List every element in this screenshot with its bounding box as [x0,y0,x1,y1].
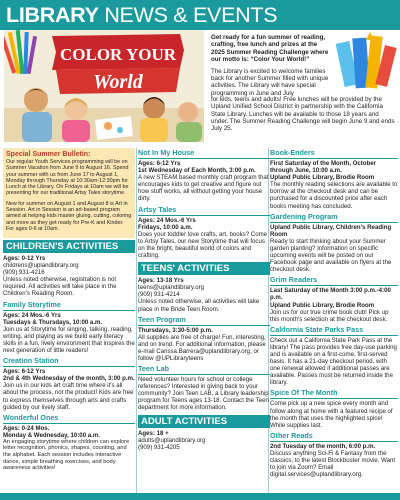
creation-station-desc: Join us in our kids art craft time where it's all about the process, not the product! Kids are free to express themselves through arts and crafts guided by our lively staff. [3,382,134,411]
adult-ages: Ages: 18 + [138,429,169,437]
bulletin-paragraph: New for summer on August 1 and August 8 is Art in Session. Art in Session is an art-based program aimed at helping kids master gluing, cutting, coloring and more as they get ready for Pre-K and Kinder. For ages 0-6 at 10am. [6,200,132,232]
grim-readers-when: Last Saturday of the Month 3:00 p.m.-4:00 p.m. [270,287,391,302]
intro-continued: for kids, teens and adults! Free lunches will be provided by the Upland Unified School District in partnership with the California State Library. Lunches will be available to those 18 years and under. The Summer Reading Challenge will begin June 9 and ends July 25. [211,96,395,133]
column-middle [138,148,270,451]
childrens-activities-heading: CHILDREN'S ACTIVITIES [3,240,135,253]
adult-phone: (909) 931-4205 [138,443,180,451]
state-parks-pass-title: California State Parks Pass [270,325,398,336]
teens-note: Unless noted otherwise, all activities will take place in the Bride Teen Room. [138,298,260,313]
gardening-program-where: Upland Public Library, Children's Reading Room [270,223,392,238]
books-icon [336,32,398,96]
intro-block [211,34,331,97]
teen-program-when: Thursdays, 3:30-5:00 p.m. [138,326,213,334]
teens-ages: Ages: 13-18 Yrs [138,277,184,285]
spice-of-the-month-title: Spice Of The Month [270,388,398,399]
intro-body: The Library is excited to welcome families back for another Summer filled with unique activities. The Library will have special programming in June and July [211,67,329,97]
masthead [0,0,400,30]
not-in-my-house-title: Not In My House [138,148,270,159]
creation-station-when: 2nd & 4th Wednesday of the month, 3:00 p.m. [3,375,135,383]
book-enders-where: Upland Public Library, Brodie Room [270,174,375,182]
childrens-note: Unless noted otherwise, registration is not required. All activities will take place in the Children's Reading Room. [3,276,117,298]
children-coloring-illustration [4,30,204,142]
title-library: LIBRARY [6,3,99,27]
childrens-email[interactable]: childrens@uplandlibrary.org [3,262,79,270]
bulletin-paragraph: Our regular Youth Services programming will be on Summer Vacation from June 9 to August 16. Spend your summer with us from June 17 to August 1, Monday through Thursday at 10:30am-12:30pm for Lunch at the Library. On Fridays at 10am we will be presenting for our traditional Artsy Tales storytime. [6,159,129,197]
column-divider [136,148,137,493]
family-storytime-desc: Join us at Storytime for singing, talking, reading, writing, and playing as we build early literacy skills in a fun, lively environment that inspires the next generation of little readers! [3,325,135,355]
book-enders-when: First Saturday of the Month, October through June, 10:00 a.m. [270,160,376,175]
teen-program-title: Teen Program [138,315,270,326]
childrens-phone: (909) 931-4216 [3,269,45,277]
intro-lead: Get ready for a fun summer of reading, crafting, free lunch and prizes at the 2025 Summer Reading Challenge where our motto is: “Color Your World!” [211,34,329,64]
teens-phone: (909) 931-4214 [138,291,180,299]
artsy-tales-title: Artsy Tales [138,205,270,216]
grim-readers-title: Grim Readers [270,275,398,286]
childrens-ages: Ages: 0-12 Yrs [3,255,46,262]
book-enders-desc: The monthly reading selections are available to borrow at the checkout desk and can be purchased for a discounted price after each books meeting has concluded. [270,181,398,210]
not-in-my-house-desc: A new STEAM based monthly craft program that encourages kids to get creative and figure out how stuff works, all without getting your house dirty. [138,174,269,203]
state-parks-pass-desc: Check out a California State Park Pass at the library! The pass provides free day-use parking and is available on a first-come, first-served basis. It has a 21-day checkout period, with one renewal allowed if additional passes are available. Passes must be returned inside the library. [270,336,397,387]
gardening-program-desc: Ready to start thinking about your Summer garden planting? Information on specific upcoming events will be posted on our Facebook page and available on flyers at the checkout desk. [270,237,392,274]
family-storytime-when: Tuesdays & Thursdays, 10:00 a.m. [3,318,103,326]
grim-readers-where: Upland Public Library, Brodie Room [270,301,375,309]
grim-readers-desc: Join us for our true crime book club! Pick up this month's selection at the checkout desk. [270,308,389,323]
wonderful-ones-desc: An engaging storytime where children can explore letter recognition, phonics, shapes, counting, and the alphabet. Each session includes interactive dance, simple breathing exercises, and body awareness activities! [3,438,130,472]
teen-lab-desc: Need volunteer hours for school or college references? Interested in giving back to your community? Join Teen LAB, a Library leadership program for Teens ages 13-18. Contact the Teen department for more information. [138,376,269,412]
wonderful-ones-ages: Ages: 0-24 Mos. [3,424,50,432]
title-news-events: NEWS & EVENTS [98,3,278,27]
other-reads-desc: Discuss anything Sci-Fi & Fantasy from the classics, to the latest Blockbuster movie. Want to join via Zoom? Email digital.services@uplandlibrary.org. [270,449,396,479]
adult-email[interactable]: adults@uplandlibrary.org [138,436,206,444]
family-storytime-ages: Ages: 24 Mos.-6 Yrs [3,311,61,319]
creation-station-title: Creation Station [3,356,135,367]
wonderful-ones-title: Wonderful Ones [3,413,135,424]
teen-program-desc: All supplies are free of charge! Fun, interesting, and on trend. For additional information, please e-mail Carissa.Barrera@uplandlibrary.org, or follow @UPLibraryteens [138,333,266,362]
creation-station-ages: Ages: 6-12 Yrs [3,368,46,376]
teens-email[interactable]: teens@uplandlibrary.org [138,284,205,292]
adult-activities-heading: ADULT ACTIVITIES [138,415,270,428]
column-right [270,148,398,478]
not-in-my-house-ages: Ages: 6-12 Yrs [138,160,181,167]
color-your-world-banner [52,34,184,94]
teens-activities-heading: TEENS' ACTIVITIES [138,262,270,275]
artsy-tales-ages: Ages: 24 Mos.-6 Yrs [138,216,196,224]
bulletin-title: Special Summer Bulletin: [6,151,91,158]
other-reads-when: 2nd Tuesday of the month, 6:00 p.m. [270,442,376,450]
not-in-my-house-when: 1st Wednesday of Each Month, 3:00 p.m. [138,167,256,175]
teen-lab-title: Teen Lab [138,364,270,375]
family-storytime-title: Family Storytime [3,300,135,311]
hero-image [4,30,204,142]
other-reads-title: Other Reads [270,431,398,442]
wonderful-ones-when: Monday & Wednesday, 10:00 a.m. [3,431,100,439]
spice-of-the-month-desc: Come pick up a new spice every month and follow along at home with a featured recipe of the month that uses the highlighted spice! While supplies last. [270,400,393,429]
banner-line-1: COLOR YOUR [59,45,177,64]
page-title [6,2,394,28]
gardening-program-title: Gardening Program [270,212,398,223]
book-enders-title: Book-Enders [270,148,398,159]
artsy-tales-desc: Does your toddler love crafts, art, books? Come to Artsy Tales, our new Storytime that will focus on the bright, beautiful world of colors and crafting. [138,230,268,260]
artsy-tales-when: Fridays, 10:00 a.m. [138,223,193,231]
column-left [3,148,135,472]
banner-line-2: World [93,71,143,93]
footer-bar [0,493,400,500]
summer-bulletin [3,148,135,238]
